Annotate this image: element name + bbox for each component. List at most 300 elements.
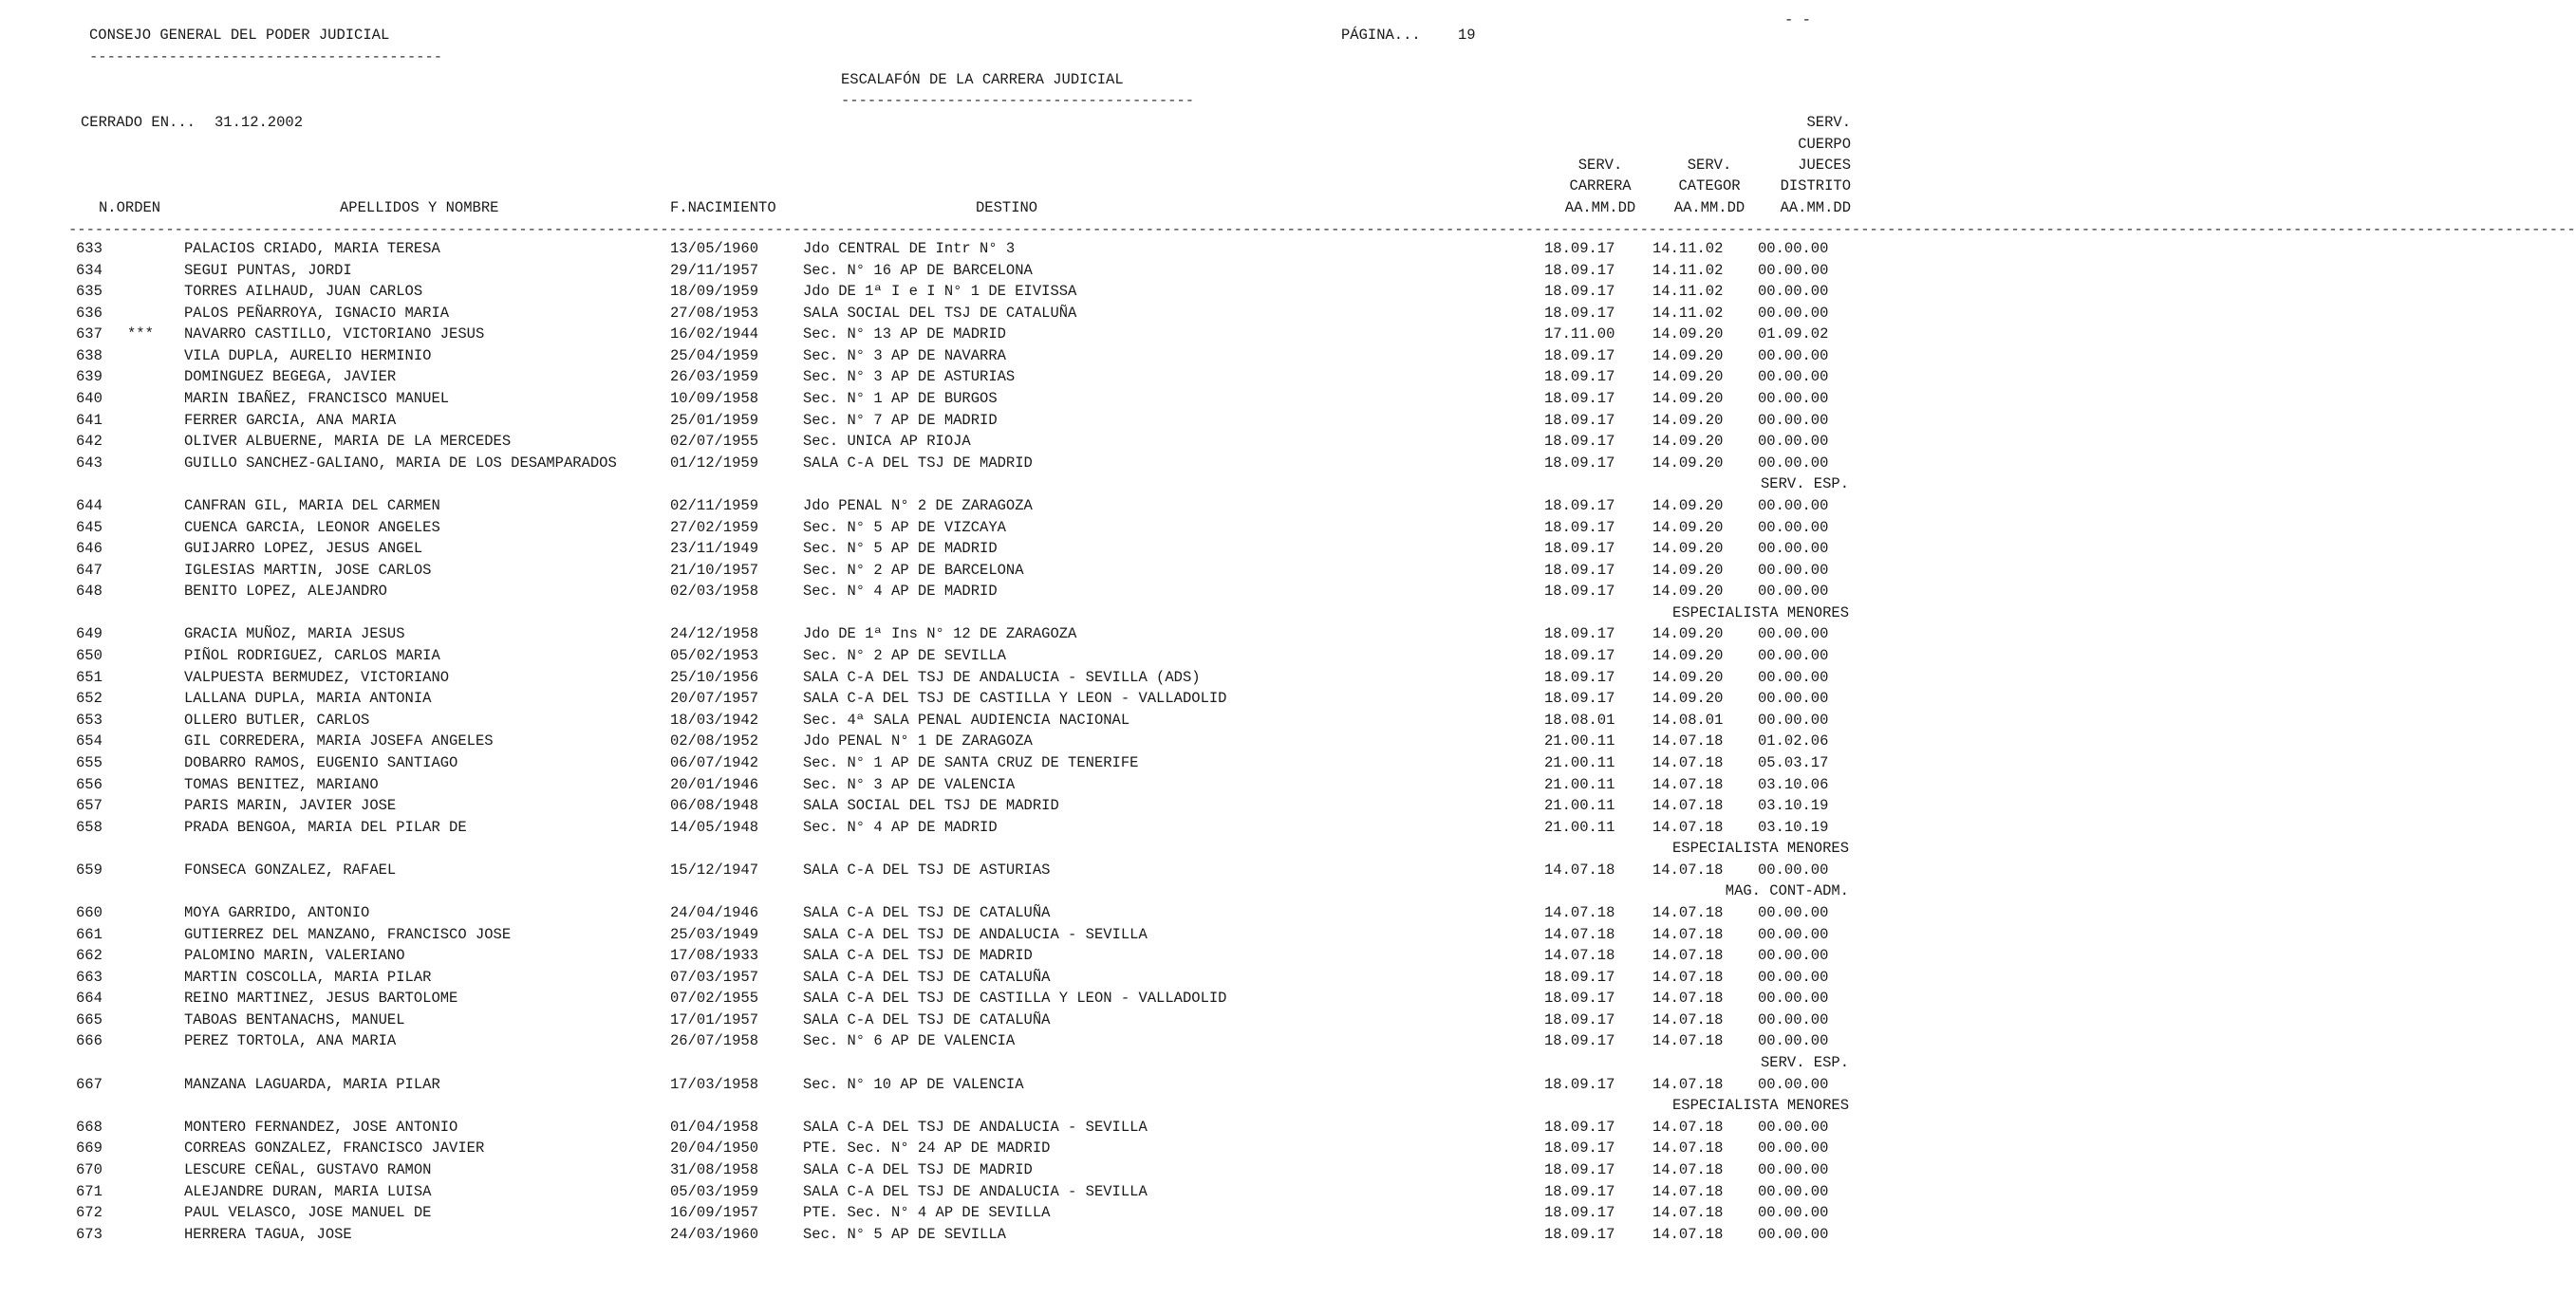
row-nombre: PALOS PEÑARROYA, IGNACIO MARIA <box>184 304 450 322</box>
row-destino: SALA C-A DEL TSJ DE CASTILLA Y LEON - VALLADOLID <box>803 690 1227 708</box>
row-orden: 639 <box>76 368 103 386</box>
row-destino: SALA C-A DEL TSJ DE MADRID <box>803 947 1033 965</box>
row-serv-cuerpo: 00.00.00 <box>1758 454 1829 472</box>
row-serv-cuerpo: 00.00.00 <box>1758 903 1829 921</box>
row-nombre: OLIVER ALBUERNE, MARIA DE LA MERCEDES <box>184 433 512 451</box>
row-nacimiento: 25/01/1959 <box>670 411 759 429</box>
row-destino: Sec. N° 4 AP DE MADRID <box>803 818 998 836</box>
table-row <box>0 561 1898 582</box>
row-serv-carrera: 18.09.17 <box>1544 647 1615 665</box>
row-serv-carrera: 18.09.17 <box>1544 1225 1615 1243</box>
row-destino: Sec. N° 5 AP DE SEVILLA <box>803 1225 1006 1243</box>
row-note: SERV. ESP. <box>1760 1054 1849 1072</box>
row-destino: Sec. N° 16 AP DE BARCELONA <box>803 261 1033 279</box>
row-serv-carrera: 18.09.17 <box>1544 1010 1615 1028</box>
row-serv-categor: 14.09.20 <box>1652 496 1724 514</box>
row-serv-cuerpo: 01.02.06 <box>1758 732 1829 750</box>
row-nacimiento: 16/02/1944 <box>670 325 759 343</box>
row-serv-carrera: 21.00.11 <box>1544 818 1615 836</box>
column-header-cuerpo-line2: CUERPO <box>1798 136 1851 153</box>
row-destino: Sec. N° 4 AP DE MADRID <box>803 583 998 601</box>
row-nombre: NAVARRO CASTILLO, VICTORIANO JESUS <box>184 325 485 343</box>
row-destino: SALA C-A DEL TSJ DE CATALUÑA <box>803 903 1051 921</box>
row-nacimiento: 25/04/1959 <box>670 346 759 364</box>
row-serv-cuerpo: 00.00.00 <box>1758 433 1829 451</box>
row-serv-cuerpo: 00.00.00 <box>1758 411 1829 429</box>
row-serv-cuerpo: 00.00.00 <box>1758 368 1829 386</box>
row-serv-cuerpo: 00.00.00 <box>1758 647 1829 665</box>
table-row <box>0 1118 1898 1139</box>
row-serv-categor: 14.09.20 <box>1652 647 1724 665</box>
row-serv-categor: 14.07.18 <box>1652 903 1724 921</box>
row-destino: Jdo DE 1ª Ins N° 12 DE ZARAGOZA <box>803 625 1077 643</box>
row-orden: 658 <box>76 818 103 836</box>
closed-date: 31.12.2002 <box>215 114 304 131</box>
row-serv-cuerpo: 00.00.00 <box>1758 968 1829 986</box>
row-destino: SALA C-A DEL TSJ DE MADRID <box>803 1160 1033 1178</box>
column-header-categor-line1: SERV. <box>1687 157 1732 174</box>
row-nombre: PIÑOL RODRIGUEZ, CARLOS MARIA <box>184 647 440 665</box>
row-serv-cuerpo: 00.00.00 <box>1758 625 1829 643</box>
row-serv-carrera: 14.07.18 <box>1544 925 1615 943</box>
row-serv-categor: 14.09.20 <box>1652 668 1724 686</box>
row-nacimiento: 17/01/1957 <box>670 1010 759 1028</box>
row-nacimiento: 26/03/1959 <box>670 368 759 386</box>
row-nombre: CUENCA GARCIA, LEONOR ANGELES <box>184 518 440 536</box>
row-nacimiento: 17/08/1933 <box>670 947 759 965</box>
row-orden: 668 <box>76 1118 103 1136</box>
row-nombre: OLLERO BUTLER, CARLOS <box>184 711 370 729</box>
table-row <box>0 925 1898 946</box>
row-nombre: MANZANA LAGUARDA, MARIA PILAR <box>184 1075 440 1093</box>
column-header-nombre: APELLIDOS Y NOMBRE <box>340 199 499 216</box>
row-nombre: SEGUI PUNTAS, JORDI <box>184 261 352 279</box>
row-nacimiento: 20/07/1957 <box>670 690 759 708</box>
row-nombre: VILA DUPLA, AURELIO HERMINIO <box>184 346 432 364</box>
row-serv-carrera: 21.00.11 <box>1544 775 1615 793</box>
table-row <box>0 367 1898 388</box>
row-serv-cuerpo: 00.00.00 <box>1758 1204 1829 1222</box>
table-row <box>0 496 1898 517</box>
row-serv-categor: 14.07.18 <box>1652 990 1724 1008</box>
row-destino: SALA C-A DEL TSJ DE ANDALUCIA - SEVILLA <box>803 925 1148 943</box>
row-nombre: GUILLO SANCHEZ-GALIANO, MARIA DE LOS DESAMPARADOS <box>184 454 617 472</box>
row-nacimiento: 05/02/1953 <box>670 647 759 665</box>
row-serv-cuerpo: 03.10.19 <box>1758 818 1829 836</box>
row-serv-carrera: 18.09.17 <box>1544 283 1615 301</box>
row-orden: 643 <box>76 454 103 472</box>
row-nacimiento: 06/08/1948 <box>670 797 759 815</box>
row-serv-categor: 14.07.18 <box>1652 775 1724 793</box>
row-serv-categor: 14.07.18 <box>1652 861 1724 879</box>
row-nacimiento: 05/03/1959 <box>670 1182 759 1200</box>
row-serv-cuerpo: 00.00.00 <box>1758 346 1829 364</box>
row-serv-categor: 14.07.18 <box>1652 1032 1724 1050</box>
table-row <box>0 796 1898 817</box>
page-number: 19 <box>1458 27 1476 44</box>
row-orden: 642 <box>76 433 103 451</box>
row-nombre: BENITO LOPEZ, ALEJANDRO <box>184 583 387 601</box>
row-serv-categor: 14.07.18 <box>1652 968 1724 986</box>
row-destino: Jdo CENTRAL DE Intr N° 3 <box>803 240 1016 257</box>
row-serv-cuerpo: 00.00.00 <box>1758 925 1829 943</box>
table-row <box>0 432 1898 453</box>
row-nacimiento: 25/03/1949 <box>670 925 759 943</box>
row-orden: 650 <box>76 647 103 665</box>
row-serv-categor: 14.09.20 <box>1652 433 1724 451</box>
table-row <box>0 1010 1898 1031</box>
row-destino: SALA C-A DEL TSJ DE CASTILLA Y LEON - VALLADOLID <box>803 990 1227 1008</box>
row-destino: Sec. N° 6 AP DE VALENCIA <box>803 1032 1016 1050</box>
row-serv-carrera: 18.09.17 <box>1544 1118 1615 1136</box>
row-nacimiento: 14/05/1948 <box>670 818 759 836</box>
title-underline: ---------------------------------------- <box>841 92 1195 109</box>
table-row <box>0 989 1898 1010</box>
column-header-carrera-line1: SERV. <box>1577 157 1623 174</box>
row-serv-carrera: 18.09.17 <box>1544 625 1615 643</box>
column-header-carrera-line3: AA.MM.DD <box>1564 199 1636 216</box>
column-header-nacimiento: F.NACIMIENTO <box>670 199 776 216</box>
row-orden: 663 <box>76 968 103 986</box>
page-label: PÁGINA... <box>1341 27 1421 44</box>
row-nacimiento: 02/03/1958 <box>670 583 759 601</box>
row-nacimiento: 24/03/1960 <box>670 1225 759 1243</box>
row-serv-carrera: 18.09.17 <box>1544 240 1615 257</box>
row-nacimiento: 07/03/1957 <box>670 968 759 986</box>
row-orden: 665 <box>76 1010 103 1028</box>
row-nacimiento: 27/08/1953 <box>670 304 759 322</box>
row-serv-categor: 14.07.18 <box>1652 753 1724 771</box>
row-serv-cuerpo: 00.00.00 <box>1758 1010 1829 1028</box>
row-serv-categor: 14.07.18 <box>1652 1182 1724 1200</box>
column-header-orden: N.ORDEN <box>99 199 161 216</box>
table-row <box>0 582 1898 602</box>
row-serv-categor: 14.07.18 <box>1652 1140 1724 1158</box>
row-orden: 635 <box>76 283 103 301</box>
row-serv-categor: 14.09.20 <box>1652 411 1724 429</box>
row-serv-carrera: 18.09.17 <box>1544 1075 1615 1093</box>
row-nacimiento: 21/10/1957 <box>670 561 759 579</box>
table-row <box>0 324 1898 345</box>
row-destino: SALA C-A DEL TSJ DE ANDALUCIA - SEVILLA (ADS) <box>803 668 1201 686</box>
row-serv-carrera: 21.00.11 <box>1544 732 1615 750</box>
row-nacimiento: 17/03/1958 <box>670 1075 759 1093</box>
table-row <box>0 646 1898 667</box>
table-row <box>0 624 1898 645</box>
row-serv-categor: 14.07.18 <box>1652 1225 1724 1243</box>
row-serv-cuerpo: 00.00.00 <box>1758 518 1829 536</box>
row-serv-carrera: 18.09.17 <box>1544 518 1615 536</box>
row-serv-categor: 14.09.20 <box>1652 561 1724 579</box>
row-serv-cuerpo: 00.00.00 <box>1758 668 1829 686</box>
row-nombre: TABOAS BENTANACHS, MANUEL <box>184 1010 405 1028</box>
row-nombre: MOYA GARRIDO, ANTONIO <box>184 903 370 921</box>
row-orden: 644 <box>76 496 103 514</box>
row-destino: SALA C-A DEL TSJ DE ANDALUCIA - SEVILLA <box>803 1182 1148 1200</box>
row-nacimiento: 25/10/1956 <box>670 668 759 686</box>
row-nombre: GUIJARRO LOPEZ, JESUS ANGEL <box>184 540 423 558</box>
row-serv-cuerpo: 00.00.00 <box>1758 990 1829 1008</box>
row-serv-carrera: 18.09.17 <box>1544 1032 1615 1050</box>
row-destino: Sec. N° 1 AP DE BURGOS <box>803 390 998 408</box>
row-serv-cuerpo: 00.00.00 <box>1758 283 1829 301</box>
row-nacimiento: 13/05/1960 <box>670 240 759 257</box>
row-serv-categor: 14.07.18 <box>1652 797 1724 815</box>
row-orden: 662 <box>76 947 103 965</box>
table-row <box>0 732 1898 752</box>
row-serv-categor: 14.07.18 <box>1652 1010 1724 1028</box>
table-row <box>0 861 1898 881</box>
row-nombre: DOMINGUEZ BEGEGA, JAVIER <box>184 368 397 386</box>
row-serv-carrera: 18.09.17 <box>1544 1140 1615 1158</box>
row-serv-cuerpo: 00.00.00 <box>1758 1118 1829 1136</box>
row-serv-carrera: 18.09.17 <box>1544 690 1615 708</box>
table-row <box>0 903 1898 924</box>
row-destino: SALA SOCIAL DEL TSJ DE CATALUÑA <box>803 304 1077 322</box>
row-nombre: REINO MARTINEZ, JESUS BARTOLOME <box>184 990 458 1008</box>
corner-mark: - - <box>1784 11 1811 28</box>
row-nombre: TOMAS BENITEZ, MARIANO <box>184 775 379 793</box>
row-serv-categor: 14.07.18 <box>1652 1075 1724 1093</box>
row-note: ESPECIALISTA MENORES <box>1671 840 1849 858</box>
table-row <box>0 711 1898 732</box>
row-note: SERV. ESP. <box>1760 475 1849 493</box>
row-serv-carrera: 18.09.17 <box>1544 1182 1615 1200</box>
column-header-carrera-line2: CARRERA <box>1569 177 1632 195</box>
row-serv-cuerpo: 00.00.00 <box>1758 304 1829 322</box>
row-serv-carrera: 18.09.17 <box>1544 540 1615 558</box>
row-serv-carrera: 14.07.18 <box>1544 861 1615 879</box>
row-orden: 634 <box>76 261 103 279</box>
row-orden: 651 <box>76 668 103 686</box>
row-nombre: CANFRAN GIL, MARIA DEL CARMEN <box>184 496 440 514</box>
row-orden: 664 <box>76 990 103 1008</box>
row-serv-cuerpo: 00.00.00 <box>1758 861 1829 879</box>
row-serv-categor: 14.09.20 <box>1652 346 1724 364</box>
row-orden: 638 <box>76 346 103 364</box>
row-nacimiento: 31/08/1958 <box>670 1160 759 1178</box>
table-row <box>0 304 1898 324</box>
row-serv-cuerpo: 00.00.00 <box>1758 711 1829 729</box>
row-orden: 661 <box>76 925 103 943</box>
row-nombre: LESCURE CEÑAL, GUSTAVO RAMON <box>184 1160 432 1178</box>
table-row <box>0 1031 1898 1052</box>
row-serv-cuerpo: 00.00.00 <box>1758 1140 1829 1158</box>
row-orden: 654 <box>76 732 103 750</box>
row-destino: Sec. N° 2 AP DE BARCELONA <box>803 561 1024 579</box>
row-nombre: TORRES AILHAUD, JUAN CARLOS <box>184 283 423 301</box>
row-serv-cuerpo: 00.00.00 <box>1758 540 1829 558</box>
row-serv-cuerpo: 00.00.00 <box>1758 1032 1829 1050</box>
row-serv-categor: 14.09.20 <box>1652 540 1724 558</box>
row-destino: Sec. N° 3 AP DE ASTURIAS <box>803 368 1016 386</box>
row-serv-carrera: 18.09.17 <box>1544 1160 1615 1178</box>
row-serv-carrera: 18.09.17 <box>1544 583 1615 601</box>
closed-label: CERRADO EN... <box>81 114 196 131</box>
row-serv-categor: 14.09.20 <box>1652 625 1724 643</box>
row-serv-carrera: 14.07.18 <box>1544 947 1615 965</box>
row-nombre: IGLESIAS MARTIN, JOSE CARLOS <box>184 561 432 579</box>
row-nombre: MARTIN COSCOLLA, MARIA PILAR <box>184 968 432 986</box>
row-nacimiento: 18/03/1942 <box>670 711 759 729</box>
row-nombre: FERRER GARCIA, ANA MARIA <box>184 411 397 429</box>
row-serv-carrera: 18.09.17 <box>1544 346 1615 364</box>
table-row <box>0 1182 1898 1203</box>
row-orden: 672 <box>76 1204 103 1222</box>
row-serv-cuerpo: 00.00.00 <box>1758 583 1829 601</box>
row-serv-categor: 14.11.02 <box>1652 261 1724 279</box>
row-nacimiento: 27/02/1959 <box>670 518 759 536</box>
row-nacimiento: 02/11/1959 <box>670 496 759 514</box>
row-orden: 670 <box>76 1160 103 1178</box>
table-row <box>0 518 1898 539</box>
row-serv-cuerpo: 03.10.19 <box>1758 797 1829 815</box>
row-orden: 640 <box>76 390 103 408</box>
row-serv-carrera: 14.07.18 <box>1544 903 1615 921</box>
row-serv-cuerpo: 00.00.00 <box>1758 690 1829 708</box>
row-orden: 667 <box>76 1075 103 1093</box>
row-serv-carrera: 18.09.17 <box>1544 1204 1615 1222</box>
row-destino: Sec. N° 5 AP DE MADRID <box>803 540 998 558</box>
row-nombre: MARIN IBAÑEZ, FRANCISCO MANUEL <box>184 390 450 408</box>
row-serv-cuerpo: 00.00.00 <box>1758 496 1829 514</box>
row-nacimiento: 20/01/1946 <box>670 775 759 793</box>
row-serv-categor: 14.09.20 <box>1652 390 1724 408</box>
row-nombre: PRADA BENGOA, MARIA DEL PILAR DE <box>184 818 467 836</box>
row-serv-categor: 14.07.18 <box>1652 1160 1724 1178</box>
table-row <box>0 968 1898 989</box>
row-nombre: VALPUESTA BERMUDEZ, VICTORIANO <box>184 668 450 686</box>
row-serv-cuerpo: 05.03.17 <box>1758 753 1829 771</box>
row-nombre: LALLANA DUPLA, MARIA ANTONIA <box>184 690 432 708</box>
row-serv-carrera: 21.00.11 <box>1544 797 1615 815</box>
row-nacimiento: 06/07/1942 <box>670 753 759 771</box>
column-header-cuerpo-line5: AA.MM.DD <box>1780 199 1851 216</box>
table-row <box>0 346 1898 367</box>
row-serv-cuerpo: 00.00.00 <box>1758 1182 1829 1200</box>
row-orden: 669 <box>76 1140 103 1158</box>
row-serv-categor: 14.07.18 <box>1652 818 1724 836</box>
row-orden: 653 <box>76 711 103 729</box>
row-destino: Sec. N° 1 AP DE SANTA CRUZ DE TENERIFE <box>803 753 1139 771</box>
table-row <box>0 946 1898 967</box>
row-destino: Sec. N° 3 AP DE NAVARRA <box>803 346 1006 364</box>
row-nacimiento: 10/09/1958 <box>670 390 759 408</box>
row-serv-categor: 14.09.20 <box>1652 368 1724 386</box>
row-destino: Jdo PENAL N° 1 DE ZARAGOZA <box>803 732 1033 750</box>
table-row <box>0 239 1898 260</box>
row-serv-carrera: 18.08.01 <box>1544 711 1615 729</box>
table-row <box>0 1225 1898 1246</box>
row-nombre: GIL CORREDERA, MARIA JOSEFA ANGELES <box>184 732 494 750</box>
row-orden: 652 <box>76 690 103 708</box>
row-serv-cuerpo: 00.00.00 <box>1758 561 1829 579</box>
row-destino: Jdo DE 1ª I e I N° 1 DE EIVISSA <box>803 283 1077 301</box>
row-serv-categor: 14.09.20 <box>1652 690 1724 708</box>
table-row <box>0 411 1898 432</box>
row-nombre: CORREAS GONZALEZ, FRANCISCO JAVIER <box>184 1140 485 1158</box>
institution-name: CONSEJO GENERAL DEL PODER JUDICIAL <box>89 27 390 44</box>
row-serv-carrera: 18.09.17 <box>1544 390 1615 408</box>
row-nombre: HERRERA TAGUA, JOSE <box>184 1225 352 1243</box>
row-orden: 636 <box>76 304 103 322</box>
row-nacimiento: 02/08/1952 <box>670 732 759 750</box>
table-row <box>0 668 1898 689</box>
row-serv-cuerpo: 00.00.00 <box>1758 261 1829 279</box>
table-row <box>0 539 1898 560</box>
row-nacimiento: 24/12/1958 <box>670 625 759 643</box>
table-row <box>0 689 1898 710</box>
row-nacimiento: 01/04/1958 <box>670 1118 759 1136</box>
row-destino: Sec. UNICA AP RIOJA <box>803 433 971 451</box>
row-nombre: GUTIERREZ DEL MANZANO, FRANCISCO JOSE <box>184 925 512 943</box>
row-destino: SALA SOCIAL DEL TSJ DE MADRID <box>803 797 1059 815</box>
row-serv-cuerpo: 01.09.02 <box>1758 325 1829 343</box>
row-serv-categor: 14.09.20 <box>1652 325 1724 343</box>
row-nacimiento: 01/12/1959 <box>670 454 759 472</box>
row-serv-carrera: 18.09.17 <box>1544 496 1615 514</box>
row-serv-carrera: 18.09.17 <box>1544 433 1615 451</box>
row-nacimiento: 18/09/1959 <box>670 283 759 301</box>
column-header-cuerpo-line1: SERV. <box>1806 114 1851 131</box>
row-nacimiento: 02/07/1955 <box>670 433 759 451</box>
row-serv-carrera: 17.11.00 <box>1544 325 1615 343</box>
row-note: ESPECIALISTA MENORES <box>1671 603 1849 621</box>
row-serv-carrera: 18.09.17 <box>1544 411 1615 429</box>
table-row <box>0 454 1898 474</box>
row-serv-carrera: 21.00.11 <box>1544 753 1615 771</box>
row-nombre: ALEJANDRE DURAN, MARIA LUISA <box>184 1182 432 1200</box>
row-serv-cuerpo: 00.00.00 <box>1758 1160 1829 1178</box>
table-row <box>0 1139 1898 1159</box>
row-serv-categor: 14.11.02 <box>1652 304 1724 322</box>
row-destino: SALA C-A DEL TSJ DE ANDALUCIA - SEVILLA <box>803 1118 1148 1136</box>
row-nombre: PAUL VELASCO, JOSE MANUEL DE <box>184 1204 432 1222</box>
header-separator: -------------------------------------------------------------------------------------------------------------------------------------------------------------------------------------------------------------------------------------------------------------------------------------------- <box>68 221 2576 238</box>
row-nombre: DOBARRO RAMOS, EUGENIO SANTIAGO <box>184 753 458 771</box>
row-destino: PTE. Sec. N° 4 AP DE SEVILLA <box>803 1204 1051 1222</box>
row-destino: Sec. 4ª SALA PENAL AUDIENCIA NACIONAL <box>803 711 1130 729</box>
row-mark: *** <box>127 325 154 343</box>
row-serv-carrera: 18.09.17 <box>1544 668 1615 686</box>
table-row <box>0 389 1898 410</box>
row-serv-categor: 14.07.18 <box>1652 1118 1724 1136</box>
document-title: ESCALAFÓN DE LA CARRERA JUDICIAL <box>841 71 1124 88</box>
column-header-cuerpo-line3: JUECES <box>1798 157 1851 174</box>
row-destino: PTE. Sec. N° 24 AP DE MADRID <box>803 1140 1051 1158</box>
row-nombre: PEREZ TORTOLA, ANA MARIA <box>184 1032 397 1050</box>
row-serv-cuerpo: 00.00.00 <box>1758 1225 1829 1243</box>
row-serv-carrera: 18.09.17 <box>1544 968 1615 986</box>
table-row <box>0 775 1898 796</box>
row-serv-categor: 14.08.01 <box>1652 711 1724 729</box>
row-destino: Sec. N° 13 AP DE MADRID <box>803 325 1006 343</box>
row-nacimiento: 07/02/1955 <box>670 990 759 1008</box>
table-row <box>0 282 1898 303</box>
row-serv-carrera: 18.09.17 <box>1544 261 1615 279</box>
table-row <box>0 1203 1898 1224</box>
row-orden: 657 <box>76 797 103 815</box>
row-orden: 641 <box>76 411 103 429</box>
row-nacimiento: 26/07/1958 <box>670 1032 759 1050</box>
row-orden: 656 <box>76 775 103 793</box>
row-serv-categor: 14.07.18 <box>1652 947 1724 965</box>
row-serv-categor: 14.09.20 <box>1652 518 1724 536</box>
row-orden: 646 <box>76 540 103 558</box>
row-serv-carrera: 18.09.17 <box>1544 454 1615 472</box>
row-orden: 655 <box>76 753 103 771</box>
row-serv-categor: 14.11.02 <box>1652 240 1724 257</box>
